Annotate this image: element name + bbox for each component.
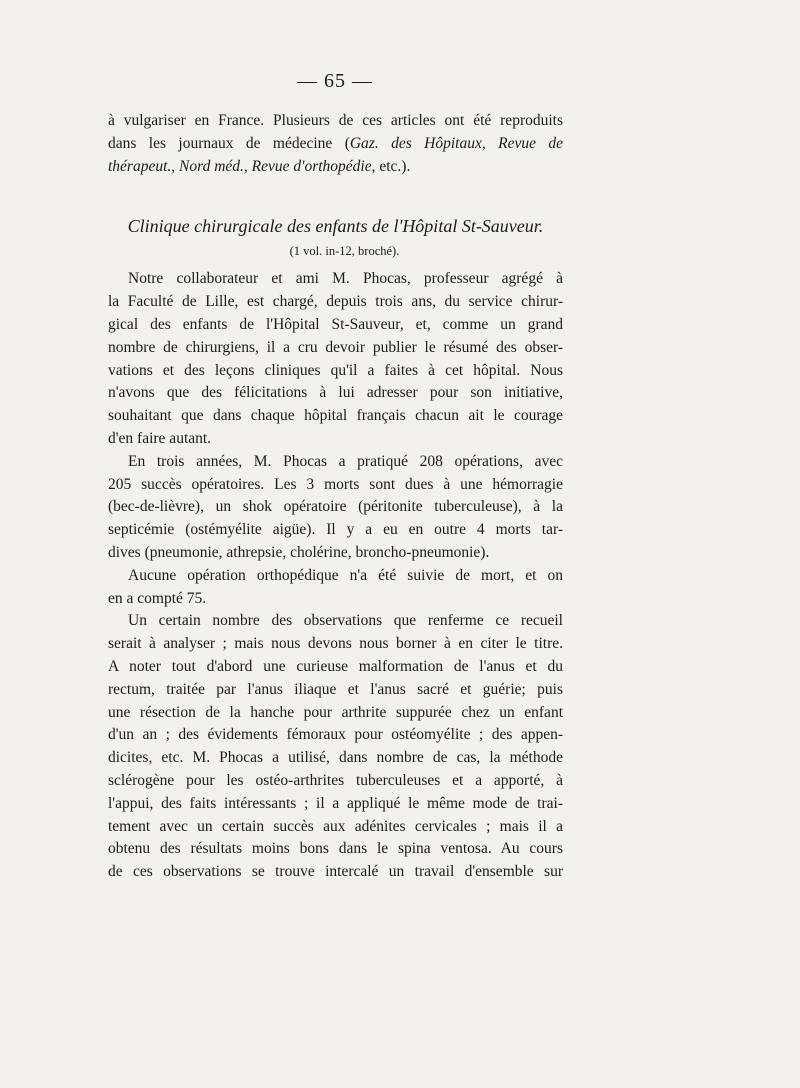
section-subtitle: (1 vol. in-12, broché).	[289, 244, 400, 259]
text-fragment: ,	[481, 134, 499, 152]
section-title: Clinique chirurgicale des enfants de l'Hôpital St-Sauveur.	[127, 216, 544, 237]
page-body	[108, 110, 563, 884]
intro-paragraph	[108, 110, 563, 178]
text-line: une résection de la hanche pour arthrite suppurée chez un enfant	[108, 703, 563, 721]
page-number: — 65 —	[297, 70, 373, 92]
text-line: serait à analyser ; mais nous devons nous borner à en citer le titre.	[108, 635, 563, 653]
text-line: septicémie (ostémyélite aigüe). Il y a eu en outre 4 morts tar-	[108, 521, 563, 539]
text-line: n'avons que des félicitations à lui adresser pour son initiative,	[108, 384, 563, 402]
text-line: l'appui, des faits intéressants ; il a appliqué le même mode de trai-	[108, 794, 563, 812]
text-line: la Faculté de Lille, est chargé, depuis trois ans, du service chirur-	[108, 293, 563, 311]
text-line	[108, 156, 563, 179]
text-fragment: dans les journaux de médecine (	[108, 134, 350, 152]
text-line: gical des enfants de l'Hôpital St-Sauveur, et, comme un grand	[108, 315, 563, 333]
text-line: sclérogène pour les ostéo-arthrites tuberculeuses et a apporté, à	[108, 771, 563, 789]
text-line: vations et des leçons cliniques qu'il a faites à cet hôpital. Nous	[108, 361, 563, 379]
citation-title: Revue d'orthopédie	[251, 157, 372, 175]
text-line	[108, 133, 563, 156]
text-line: souhaitant que dans chaque hôpital français chacun ait le courage	[108, 407, 563, 425]
text-line: dives (pneumonie, athrepsie, cholérine, broncho-pneumonie).	[108, 543, 490, 561]
paragraph-4	[108, 610, 563, 884]
text-line: d'en faire autant.	[108, 429, 212, 447]
text-line: A noter tout d'abord une curieuse malformation de l'anus et du	[108, 657, 563, 675]
citation-title: Nord méd.	[179, 157, 244, 175]
paragraph-1	[108, 268, 563, 450]
text-line: 205 succès opératoires. Les 3 morts sont dues à une hémorragie	[108, 475, 563, 493]
text-line: de ces observations se trouve intercalé un travail d'ensemble sur	[108, 863, 563, 881]
text-line: nombre de chirurgiens, il a cru devoir publier le résumé des obser-	[108, 338, 563, 356]
paragraph-3	[108, 565, 563, 611]
citation-title: thérapeut.	[108, 157, 172, 175]
text-fragment: , etc.).	[371, 157, 411, 175]
text-line: à vulgariser en France. Plusieurs de ces articles ont été reproduits	[108, 112, 563, 129]
text-line: (bec-de-lièvre), un shok opératoire (péritonite tuberculeuse), à la	[108, 498, 563, 516]
text-line: tement avec un certain succès aux adénites cervicales ; mais il a	[108, 817, 563, 835]
citation-title: Gaz. des Hôpitaux	[349, 134, 482, 152]
text-line: Un certain nombre des observations que renferme ce recueil	[128, 612, 563, 630]
text-fragment: ,	[171, 157, 180, 175]
citation-title: Revue de	[498, 134, 563, 152]
text-line: Notre collaborateur et ami M. Phocas, professeur agrégé à	[128, 270, 563, 288]
text-line: En trois années, M. Phocas a pratiqué 208 opérations, avec	[128, 452, 563, 470]
text-line: Aucune opération orthopédique n'a été suivie de mort, et on	[128, 566, 563, 584]
text-line: rectum, traitée par l'anus iliaque et l'anus sacré et guérie; puis	[108, 680, 563, 698]
text-line: obtenu des résultats moins bons dans le spina ventosa. Au cours	[108, 840, 563, 858]
text-line: en a compté 75.	[108, 589, 207, 607]
text-fragment: ,	[243, 157, 252, 175]
text-line: d'un an ; des évidements fémoraux pour ostéomyélite ; des appen-	[108, 726, 563, 744]
paragraph-2	[108, 451, 563, 565]
text-line: dicites, etc. M. Phocas a utilisé, dans nombre de cas, la méthode	[108, 749, 563, 767]
